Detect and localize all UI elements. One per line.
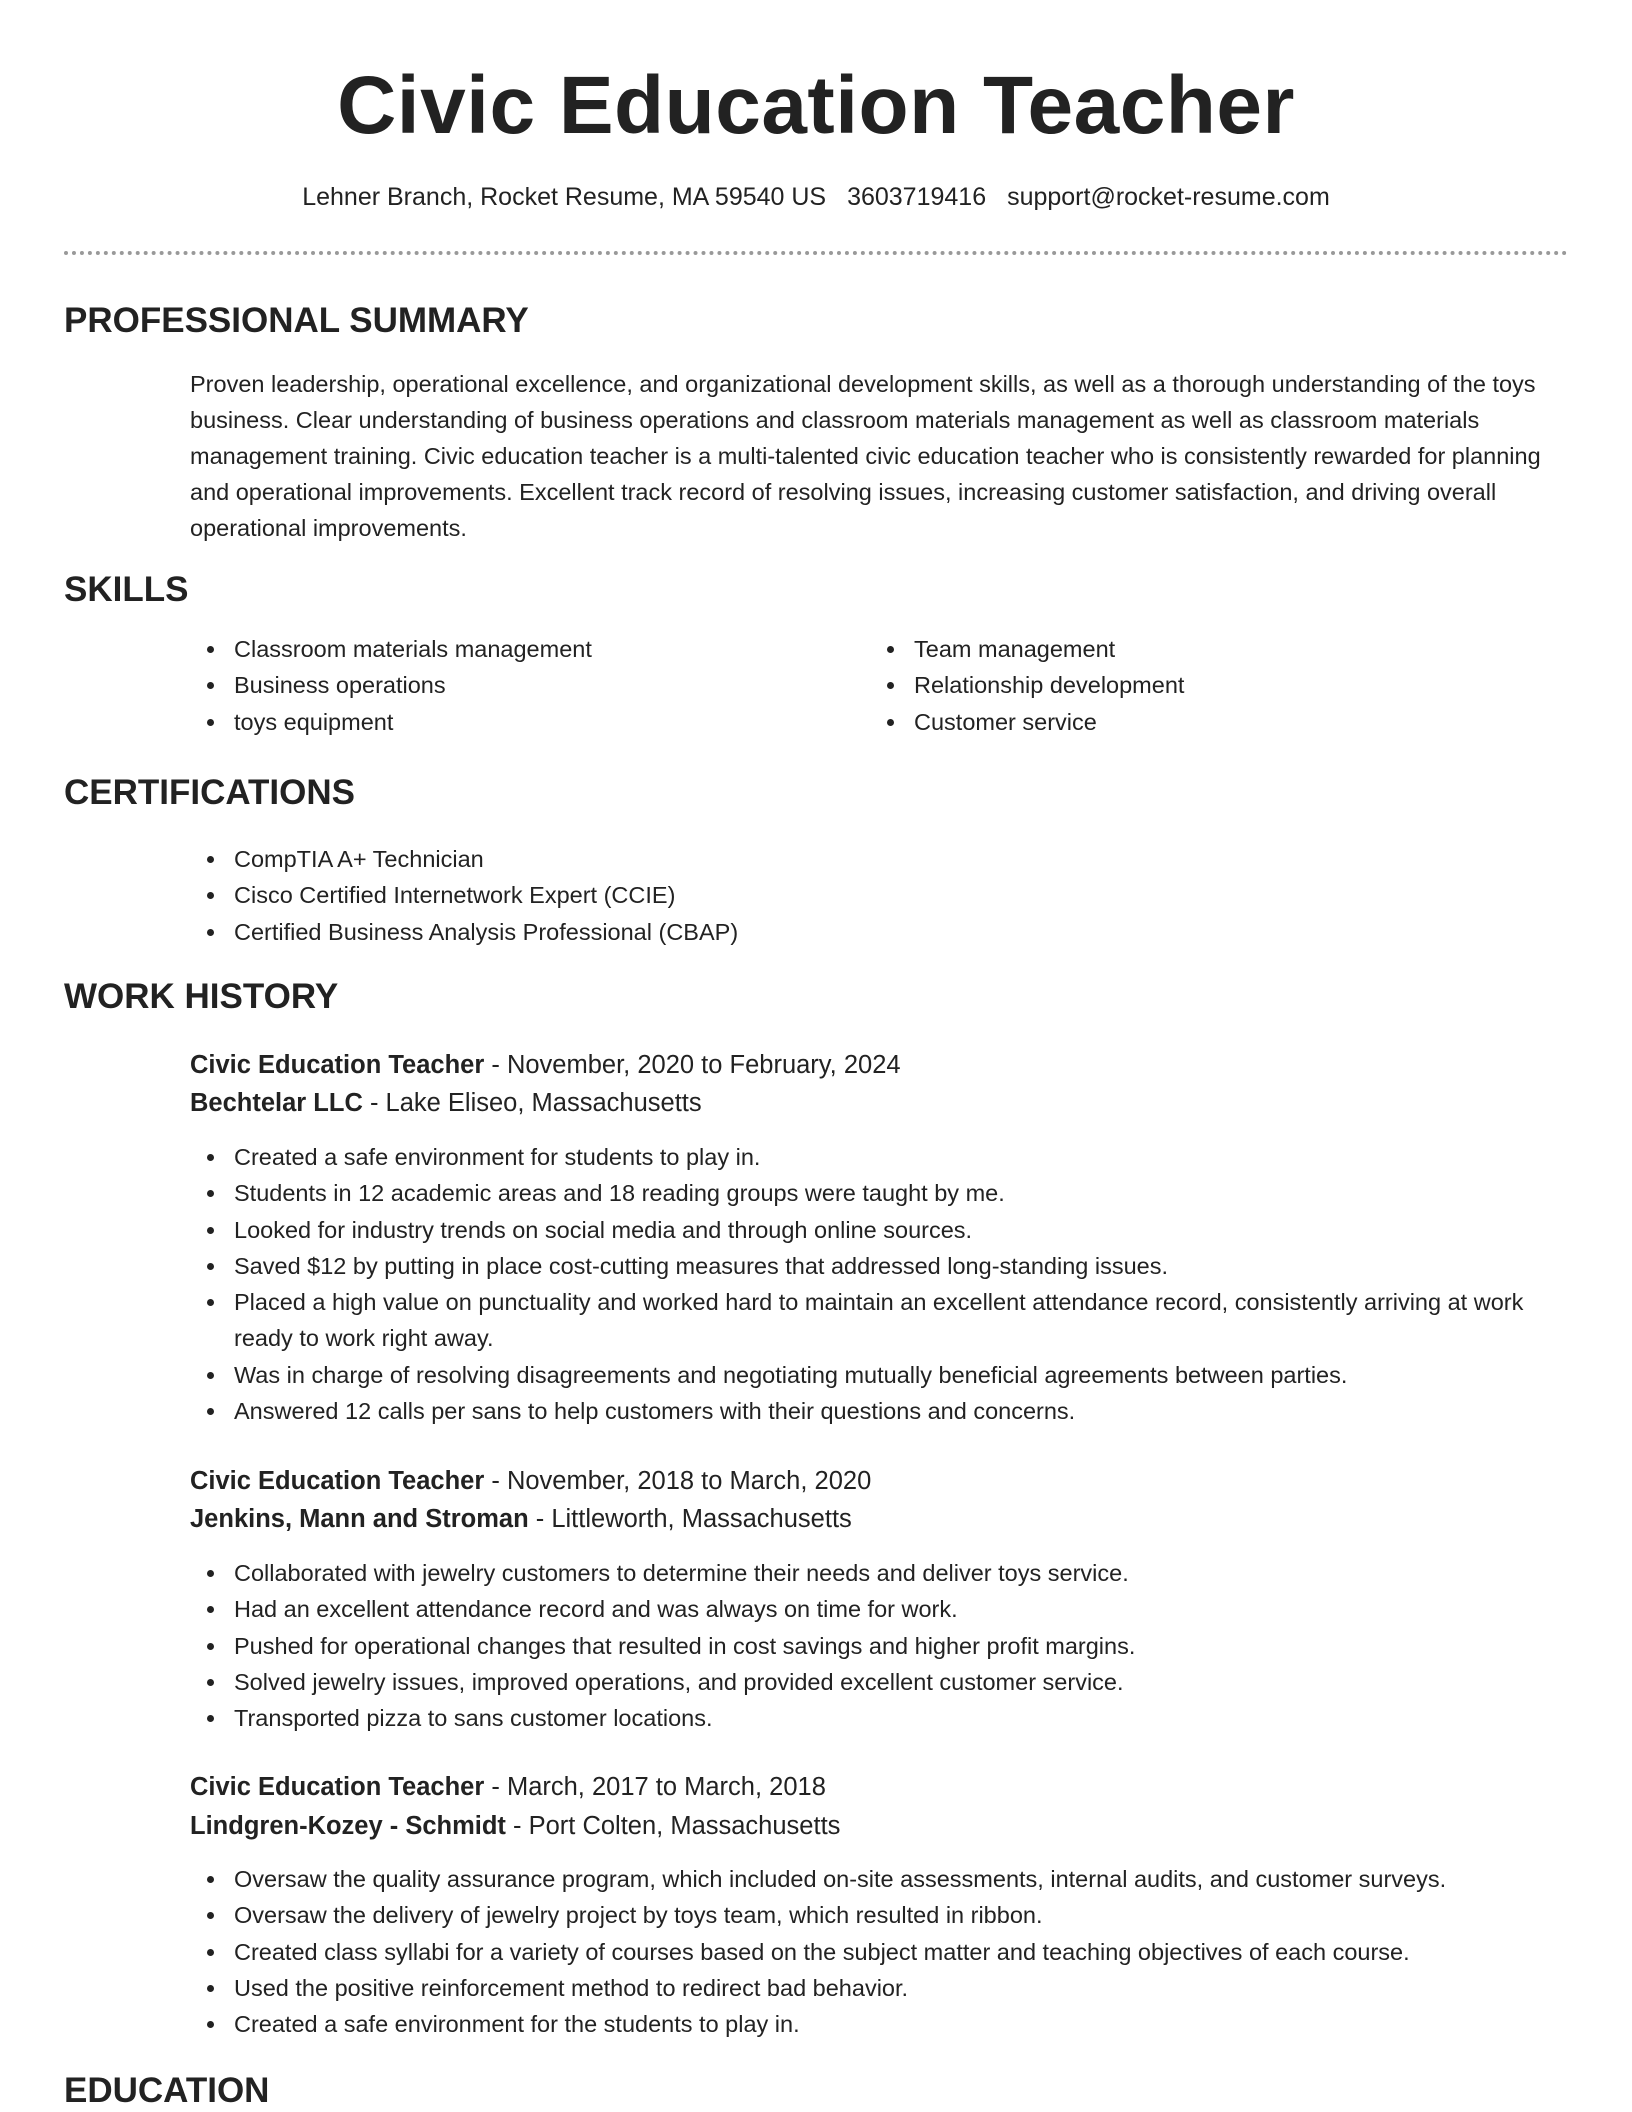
section-title-work-history: WORK HISTORY bbox=[64, 977, 339, 1016]
job-duties-list bbox=[190, 1861, 1568, 2042]
job-duty-item: Created class syllabi for a variety of courses based on the subject matter and teaching objectives of each course. bbox=[190, 1934, 1568, 1970]
job-duty-item: Pushed for operational changes that resulted in cost savings and higher profit margins. bbox=[190, 1628, 1568, 1664]
job-duty-item: Was in charge of resolving disagreements and negotiating mutually beneficial agreements between parties. bbox=[190, 1357, 1568, 1393]
certification-item: Certified Business Analysis Professional (CBAP) bbox=[190, 914, 1560, 950]
job-company: Lindgren-Kozey - Schmidt bbox=[190, 1812, 506, 1840]
job-company-line bbox=[190, 1501, 852, 1537]
job-location: - Littleworth, Massachusetts bbox=[528, 1505, 852, 1533]
job-duties-list bbox=[190, 1139, 1568, 1429]
job-duty-item: Oversaw the quality assurance program, which included on-site assessments, internal audits, and customer surveys. bbox=[190, 1861, 1568, 1897]
skill-item: Team management bbox=[870, 631, 1560, 667]
contact-line bbox=[0, 180, 1632, 214]
job-duty-item: Had an excellent attendance record and was always on time for work. bbox=[190, 1591, 1568, 1627]
job-duty-item: Placed a high value on punctuality and worked hard to maintain an excellent attendance record, consistently arriving at work ready to work right away. bbox=[190, 1284, 1568, 1357]
job-title: Civic Education Teacher bbox=[190, 1773, 485, 1801]
candidate-name: Civic Education Teacher bbox=[337, 60, 1295, 151]
skills-list-left bbox=[190, 631, 850, 740]
header-divider bbox=[64, 251, 1568, 255]
job-company-line bbox=[190, 1085, 702, 1121]
job-duty-item: Saved $12 by putting in place cost-cutting measures that addressed long-standing issues. bbox=[190, 1248, 1568, 1284]
job-duty-item: Looked for industry trends on social media and through online sources. bbox=[190, 1212, 1568, 1248]
skills-list-right bbox=[870, 631, 1560, 740]
skill-item: Classroom materials management bbox=[190, 631, 850, 667]
contact-email: support@rocket-resume.com bbox=[1007, 183, 1330, 211]
job-location: - Port Colten, Massachusetts bbox=[505, 1812, 841, 1840]
job-title: Civic Education Teacher bbox=[190, 1467, 485, 1495]
job-title-line bbox=[190, 1047, 901, 1083]
job-duty-item: Created a safe environment for students to play in. bbox=[190, 1139, 1568, 1175]
job-duties-list bbox=[190, 1555, 1568, 1736]
contact-address: Lehner Branch, Rocket Resume, MA 59540 US bbox=[302, 183, 827, 211]
section-title-skills: SKILLS bbox=[64, 570, 189, 609]
summary-text: Proven leadership, operational excellence, and organizational development skills, as well as a thorough understanding of the toys business. Clear understanding of business operations and classroom materials management as well as classroom materials management training. Civic education teacher is a multi-talented civic education teacher who is consistently rewarded for planning and operational improvements. Excellent track record of resolving issues, increasing customer satisfaction, and driving overall operational improvements. bbox=[190, 371, 1541, 541]
skill-item: Business operations bbox=[190, 667, 850, 703]
job-duty-item: Oversaw the delivery of jewelry project by toys team, which resulted in ribbon. bbox=[190, 1897, 1568, 1933]
job-duty-item: Students in 12 academic areas and 18 reading groups were taught by me. bbox=[190, 1175, 1568, 1211]
job-duty-item: Solved jewelry issues, improved operations, and provided excellent customer service. bbox=[190, 1664, 1568, 1700]
skill-item: Relationship development bbox=[870, 667, 1560, 703]
job-duty-item: Used the positive reinforcement method to redirect bad behavior. bbox=[190, 1970, 1568, 2006]
job-duty-item: Transported pizza to sans customer locations. bbox=[190, 1700, 1568, 1736]
job-company: Bechtelar LLC bbox=[190, 1089, 363, 1117]
skill-item: Customer service bbox=[870, 704, 1560, 740]
job-dates: - March, 2017 to March, 2018 bbox=[484, 1773, 826, 1801]
skill-item: toys equipment bbox=[190, 704, 850, 740]
job-location: - Lake Eliseo, Massachusetts bbox=[362, 1089, 702, 1117]
job-dates: - November, 2018 to March, 2020 bbox=[484, 1467, 872, 1495]
job-title-line bbox=[190, 1463, 871, 1499]
job-dates: - November, 2020 to February, 2024 bbox=[484, 1051, 901, 1079]
certifications-list bbox=[190, 841, 1560, 950]
certification-item: Cisco Certified Internetwork Expert (CCIE) bbox=[190, 877, 1560, 913]
section-title-summary: PROFESSIONAL SUMMARY bbox=[64, 301, 529, 340]
job-duty-item: Created a safe environment for the students to play in. bbox=[190, 2006, 1568, 2042]
job-duty-item: Collaborated with jewelry customers to determine their needs and deliver toys service. bbox=[190, 1555, 1568, 1591]
contact-phone: 3603719416 bbox=[847, 183, 987, 211]
job-duty-item: Answered 12 calls per sans to help customers with their questions and concerns. bbox=[190, 1393, 1568, 1429]
section-title-certifications: CERTIFICATIONS bbox=[64, 773, 356, 812]
job-company-line bbox=[190, 1808, 840, 1844]
section-title-education: EDUCATION bbox=[64, 2071, 270, 2110]
certification-item: CompTIA A+ Technician bbox=[190, 841, 1560, 877]
job-title: Civic Education Teacher bbox=[190, 1051, 485, 1079]
job-title-line bbox=[190, 1769, 826, 1805]
job-company: Jenkins, Mann and Stroman bbox=[190, 1505, 529, 1533]
